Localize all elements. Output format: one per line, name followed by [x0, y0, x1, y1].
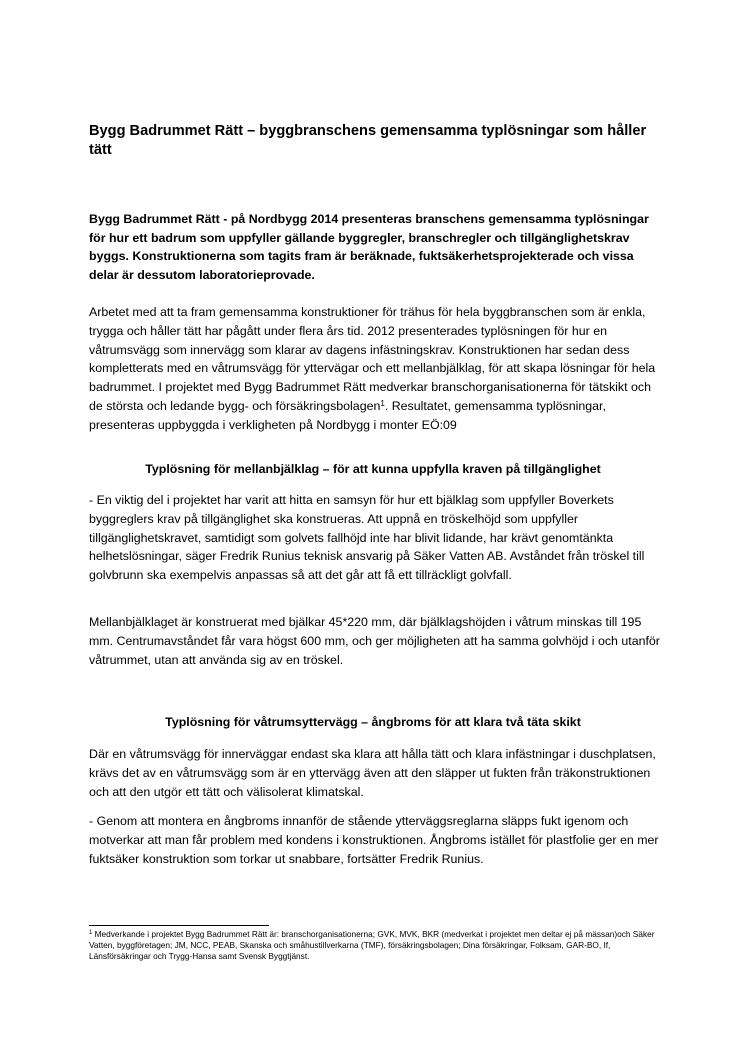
footnote-reference: 1 [380, 398, 385, 408]
paragraph-1-text: Arbetet med att ta fram gemensamma konstruktioner för trähus för hela byggbranschen som är enkla, trygga och håller tätt har pågått under flera års tid. 2012 presenterades typlösningen för hur en våtrumsvägg som innervägg som klarar av dagens infästningskrav. Konstruktionen har sedan dess kompletterats med en våtrumsvägg för yttervägar och ett mellanbjälklag, för att skapa lösningar för hela badrummet. I projektet med Bygg Badrummet Rätt medverkar branschorganisationerna för tätskikt och de största och ledande bygg- och försäkringsbolagen [89, 305, 656, 413]
section-heading-wall: Typlösning för våtrumsyttervägg – ångbroms för att klara två täta skikt [165, 715, 581, 729]
footnote-divider [89, 925, 269, 926]
body-paragraph-3: Mellanbjälklaget är konstruerat med bjälkar 45*220 mm, där bjälklagshöjden i våtrum minskas till 195 mm. Centrumavståndet får vara högst 600 mm, och ger möjligheten att ha samma golvhöjd i och utanför våtrummet, utan att använda sig av en tröskel. [89, 615, 660, 667]
lead-paragraph: Bygg Badrummet Rätt - på Nordbygg 2014 presenteras branschens gemensamma typlösningar för hur ett badrum som uppfyller gällande byggregler, branschregler och tillgänglighetskrav byggs. Konstruktionerna som tagits fram är beräknade, fuktsäkerhetsprojekterade och vissa delar är dessutom laboratorieprovade. [89, 212, 649, 282]
body-paragraph-1 [89, 303, 664, 435]
page-title: Bygg Badrummet Rätt – byggbranschens gemensamma typlösningar som håller tätt [89, 123, 647, 158]
footnote [89, 929, 659, 962]
footnote-text: Medverkande i projektet Bygg Badrummet Rätt är: branschorganisationerna; GVK, MVK, BKR (medverkat i projektet men deltar ej på mässan)och Säker Vatten, byggföretagen; JM, NCC, PEAB, Skanska och småhustillverkarna (TMF), försäkringsbolagen; Dina försäkringar, Folksam, GAR-BO, If, Länsförsäkringar och Trygg-Hansa samt Svensk Byggtjänst. [89, 929, 655, 961]
body-paragraph-2: - En viktig del i projektet har varit att hitta en samsyn för hur ett bjälklag som uppfyller Boverkets byggreglers krav på tillgänglighet ska konstrueras. Att uppnå en tröskelhöjd som uppfyller tillgänglighetskravet, samtidigt som golvets fallhöjd inte har blivit lidande, har krävt genomtänkta helhetslösningar, säger Fredrik Runius teknisk ansvarig på Säker Vatten AB. Avståndet från tröskel till golvbrunn ska exempelvis anpassas så att det går att få ett tillräckligt golvfall. [89, 493, 645, 583]
paragraph-1-text-continued: . Resultatet, gemensamma typlösningar, presenteras uppbyggda i verkligheten på Nordbygg i monter EÖ:09 [89, 398, 606, 432]
footnote-number: 1 [89, 930, 93, 936]
body-paragraph-5: - Genom att montera en ångbroms innanför de stående ytterväggsreglarna släpps fukt igenom och motverkar att man får problem med kondens i konstruktionen. Ångbroms istället för plastfolie ger en mer fuktsäker konstruktion som torkar ut snabbare, fortsätter Fredrik Runius. [89, 814, 659, 866]
section-heading-floor: Typlösning för mellanbjälklag – för att kunna uppfylla kraven på tillgänglighet [145, 462, 601, 476]
body-paragraph-4: Där en våtrumsvägg för innerväggar endast ska klara att hålla tätt och klara infästningar i duschplatsen, krävs det av en våtrumsvägg som är en yttervägg även att den släpper ut fukten från träkonstruktionen och att den utgör ett tätt och välisolerat klimatskal. [89, 747, 656, 799]
